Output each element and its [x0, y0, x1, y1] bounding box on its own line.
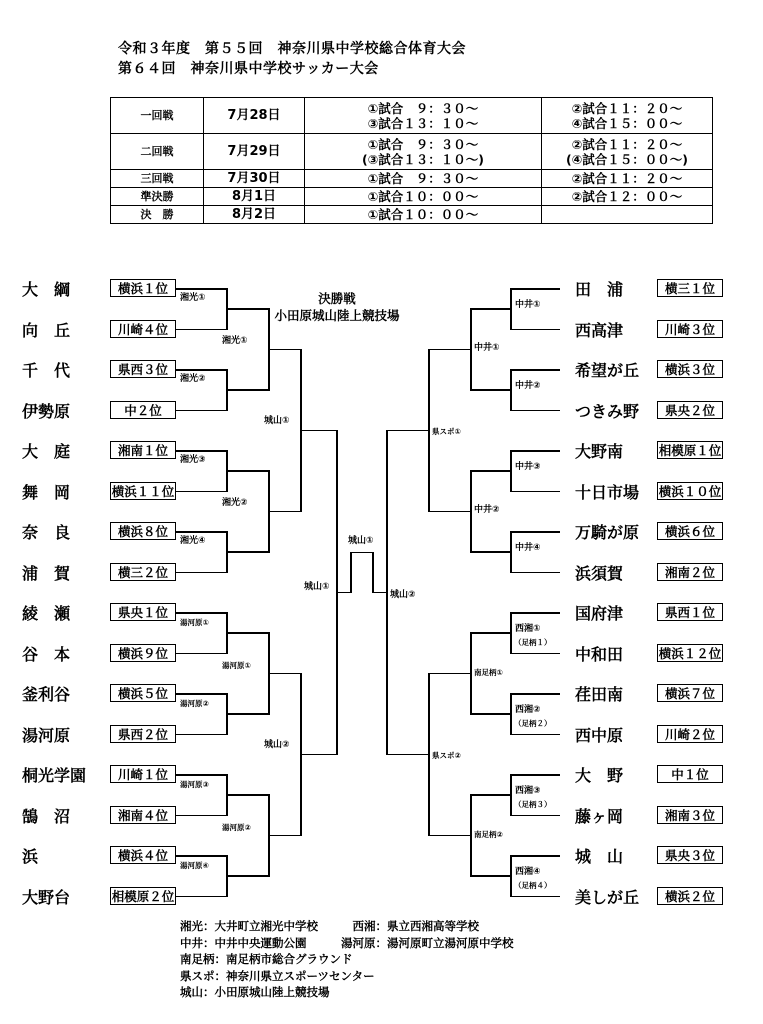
- team-name: 綾 瀬: [22, 604, 71, 623]
- bracket-line: [510, 369, 512, 411]
- bracket-line: [386, 430, 428, 432]
- match-venue-label: 中井④: [515, 543, 541, 554]
- schedule-game-time: ②試合１１：２０～: [571, 171, 683, 186]
- team-rank: 横浜２位: [657, 887, 723, 905]
- schedule-round: 一回戦: [111, 98, 204, 134]
- schedule-game-time: ②試合１１：２０～: [571, 100, 683, 116]
- bracket-line: [386, 754, 428, 756]
- bracket-line: [510, 531, 560, 533]
- team-name: 美しが丘: [575, 887, 640, 907]
- bracket-line: [510, 815, 560, 817]
- bracket-line: [510, 531, 512, 573]
- match-venue-label: 県スポ②: [432, 750, 461, 760]
- bracket-line: [510, 612, 560, 614]
- schedule-round: 三回戦: [111, 170, 204, 188]
- bracket-line: [226, 470, 268, 472]
- team-rank: 県央３位: [657, 846, 723, 864]
- bracket-line: [428, 835, 470, 837]
- schedule-games-col2: [542, 98, 713, 134]
- title-line-1: 令和３年度 第５５回 神奈川県中学校総合体育大会: [118, 41, 466, 57]
- team-name: 浜須賀: [575, 563, 624, 583]
- schedule-games-col1: [305, 134, 542, 170]
- team-rank: 県央２位: [657, 401, 723, 419]
- bracket-line: [470, 308, 510, 310]
- team-name: 大 野: [575, 766, 624, 785]
- match-venue-label: 湯河原②: [222, 822, 251, 832]
- schedule-round: 準決勝: [111, 188, 204, 206]
- team-rank: 湘南３位: [657, 806, 723, 824]
- team-name: 藤ヶ岡: [575, 806, 624, 826]
- bracket-line: [510, 734, 560, 736]
- bracket-line: [510, 450, 512, 492]
- match-venue-label: 中井①: [474, 342, 500, 353]
- team-name: 十日市場: [575, 482, 640, 502]
- bracket-line: [510, 896, 560, 898]
- bracket-line: [470, 470, 510, 472]
- bracket-line: [510, 410, 560, 412]
- schedule-game-time: ①試合 ９：３０～: [367, 171, 479, 186]
- bracket-line: [470, 308, 472, 391]
- schedule-row: [111, 206, 713, 224]
- team-name: 浦 賀: [22, 563, 71, 583]
- team-name: 湯河原: [22, 725, 71, 745]
- bracket-line: [470, 470, 472, 553]
- match-venue-label: 湘光③: [180, 455, 206, 466]
- match-venue-sublabel: （足柄２）: [514, 719, 552, 729]
- bracket-line: [470, 794, 510, 796]
- bracket-line: [268, 673, 300, 675]
- bracket-line: [176, 329, 226, 331]
- bracket-line: [176, 531, 226, 533]
- bracket-line: [300, 430, 336, 432]
- schedule-game-time: ①試合１０：００～: [367, 207, 479, 222]
- team-rank: 横浜５位: [110, 684, 176, 702]
- match-venue-label: 西湘①: [515, 624, 541, 635]
- schedule-row: [111, 188, 713, 206]
- match-venue-label: 中井③: [515, 462, 541, 473]
- bracket-line: [510, 288, 560, 290]
- bracket-line: [176, 815, 226, 817]
- bracket-line: [470, 713, 510, 715]
- bracket-line: [176, 653, 226, 655]
- match-venue-label: 城山②: [390, 589, 416, 600]
- match-venue-label: 湘光②: [180, 374, 206, 385]
- match-venue-label: 西湘④: [515, 867, 541, 878]
- bracket-line: [510, 855, 560, 857]
- match-venue-sublabel: （足柄３）: [514, 800, 552, 810]
- team-rank: 横浜６位: [657, 522, 723, 540]
- title-line-2: 第６４回 神奈川県中学校サッカー大会: [118, 61, 379, 77]
- match-venue-label: 湯河原①: [222, 660, 251, 670]
- team-rank: 横三２位: [110, 563, 176, 581]
- team-rank: 湘南２位: [657, 563, 723, 581]
- bracket-line: [470, 875, 510, 877]
- bracket-line: [510, 491, 560, 493]
- bracket-line: [428, 511, 470, 513]
- team-name: 国府津: [575, 604, 624, 623]
- schedule-date: 8月1日: [204, 188, 305, 206]
- bracket-line: [372, 592, 386, 594]
- bracket-line: [350, 552, 352, 594]
- schedule-date: 7月30日: [204, 170, 305, 188]
- team-rank: 川崎３位: [657, 320, 723, 338]
- team-name: 荏田南: [575, 685, 624, 704]
- bracket-line: [510, 774, 512, 816]
- bracket-line: [176, 450, 226, 452]
- bracket-line: [176, 896, 226, 898]
- schedule-game-time: ④試合１５：００～: [571, 115, 683, 131]
- schedule-date: 8月2日: [204, 206, 305, 224]
- team-rank: 県西１位: [657, 603, 723, 621]
- schedule-date: 7月29日: [204, 134, 305, 170]
- bracket-line: [428, 349, 470, 351]
- bracket-line: [226, 713, 268, 715]
- bracket-line: [350, 552, 374, 554]
- team-name: 向 丘: [22, 320, 71, 340]
- match-venue-label: 湘光①: [222, 335, 248, 346]
- match-venue-label: 湘光②: [222, 497, 248, 508]
- bracket-line: [428, 349, 430, 513]
- bracket-line: [176, 572, 226, 574]
- team-name: 谷 本: [22, 644, 71, 664]
- bracket-line: [510, 572, 560, 574]
- schedule-games-col1: [305, 98, 542, 134]
- schedule-game-time: ②試合１１：２０～: [571, 136, 683, 152]
- bracket-line: [176, 410, 226, 412]
- team-rank: 横浜１１位: [111, 483, 175, 499]
- match-venue-label: 湯河原①: [180, 618, 209, 628]
- team-rank: 横浜１０位: [658, 483, 722, 499]
- bracket-line: [510, 693, 560, 695]
- bracket-line: [470, 389, 510, 391]
- team-name: 浜: [22, 847, 39, 866]
- team-name: 田 浦: [575, 280, 624, 299]
- match-venue-label: 湯河原③: [180, 780, 209, 790]
- team-rank: 県央１位: [110, 603, 176, 621]
- legend-row: 南足柄：南足柄市総合グラウンド: [180, 952, 353, 966]
- team-rank: 湘南４位: [110, 806, 176, 824]
- schedule-games-col1: [305, 188, 542, 206]
- bracket-line: [510, 450, 560, 452]
- bracket-line: [226, 875, 268, 877]
- schedule-game-time: (④試合１５：００～): [565, 151, 688, 167]
- venue-legend: [180, 918, 514, 1001]
- team-rank: 県西２位: [110, 725, 176, 743]
- bracket-line: [176, 369, 226, 371]
- bracket-line: [510, 855, 512, 897]
- team-name: 鵠 沼: [22, 806, 71, 826]
- bracket-line: [268, 835, 300, 837]
- bracket-line: [300, 754, 336, 756]
- schedule-games-col2: [542, 170, 713, 188]
- match-venue-label: 湘光④: [180, 536, 206, 547]
- bracket-line: [226, 551, 268, 553]
- team-name: 城 山: [575, 847, 624, 866]
- schedule-game-time: ①試合 ９：３０～: [367, 100, 479, 116]
- match-venue-label: 湯河原②: [180, 699, 209, 709]
- bracket-line: [176, 491, 226, 493]
- team-name: 桐光学園: [22, 766, 87, 785]
- schedule-row: [111, 98, 713, 134]
- team-name: 西中原: [575, 725, 624, 745]
- team-name: 舞 岡: [22, 482, 71, 502]
- match-venue-label: 城山①: [264, 415, 290, 426]
- bracket-line: [176, 774, 226, 776]
- final-title-label: 決勝戦: [318, 291, 356, 306]
- team-rank: 横浜４位: [110, 846, 176, 864]
- team-name: 伊勢原: [22, 401, 71, 421]
- bracket-line: [176, 288, 226, 290]
- schedule-games-col1: [305, 206, 542, 224]
- legend-row: 中井：中井中央運動公園 湯河原：湯河原町立湯河原中学校: [180, 935, 514, 950]
- team-rank: 中２位: [110, 401, 176, 419]
- bracket-line: [470, 551, 510, 553]
- team-rank: 川崎４位: [110, 320, 176, 338]
- bracket-line: [510, 612, 512, 654]
- schedule-date: 7月28日: [204, 98, 305, 134]
- team-rank: 川崎２位: [657, 725, 723, 743]
- bracket-line: [470, 632, 472, 715]
- schedule-game-time: ③試合１３：１０～: [367, 115, 479, 131]
- team-rank: 相模原２位: [111, 888, 175, 904]
- team-rank: 横浜８位: [110, 522, 176, 540]
- bracket-line: [386, 430, 388, 756]
- team-rank: 県西３位: [110, 360, 176, 378]
- bracket-line: [176, 693, 226, 695]
- bracket-line: [510, 693, 512, 735]
- bracket-line: [510, 774, 560, 776]
- schedule-game-time: ①試合 ９：３０～: [367, 136, 479, 152]
- team-name: つきみ野: [575, 401, 640, 421]
- team-name: 大 庭: [22, 442, 71, 461]
- bracket-line: [336, 592, 350, 594]
- legend-row: 県スポ：神奈川県立スポーツセンター: [180, 968, 375, 983]
- match-venue-label: 城山②: [264, 739, 290, 750]
- bracket-line: [226, 389, 268, 391]
- bracket-line: [510, 653, 560, 655]
- team-rank: 横浜７位: [657, 684, 723, 702]
- team-name: 大野南: [575, 442, 624, 461]
- bracket-line: [510, 369, 560, 371]
- legend-row: 城山：小田原城山陸上競技場: [180, 985, 330, 999]
- team-rank: 横浜３位: [657, 360, 723, 378]
- team-rank: 横三１位: [657, 279, 723, 297]
- bracket-line: [176, 734, 226, 736]
- final-venue-label: 城山①: [348, 535, 374, 546]
- schedule-game-time: ①試合１０：００～: [367, 189, 479, 204]
- bracket-line: [226, 632, 268, 634]
- bracket-line: [268, 511, 300, 513]
- schedule-table: [110, 97, 713, 224]
- team-name: 希望が丘: [575, 361, 640, 380]
- schedule-game-time: ②試合１２：００～: [571, 189, 683, 204]
- team-rank: 相模原１位: [658, 443, 722, 458]
- bracket-line: [372, 552, 374, 594]
- team-name: 千 代: [22, 361, 71, 380]
- schedule-row: [111, 134, 713, 170]
- schedule-row: [111, 170, 713, 188]
- team-rank: 湘南１位: [110, 441, 176, 459]
- schedule-games-col2: [542, 188, 713, 206]
- team-name: 釜利谷: [22, 685, 71, 704]
- team-name: 中和田: [575, 644, 624, 664]
- match-venue-label: 西湘②: [515, 705, 541, 716]
- bracket-line: [176, 612, 226, 614]
- team-rank: 川崎１位: [110, 765, 176, 783]
- team-name: 大野台: [22, 887, 71, 907]
- bracket-line: [226, 308, 268, 310]
- match-venue-label: 中井②: [474, 504, 500, 515]
- bracket-line: [428, 673, 470, 675]
- bracket-line: [176, 855, 226, 857]
- schedule-game-time: (③試合１３：１０～): [361, 151, 484, 167]
- match-venue-label: 中井①: [515, 300, 541, 311]
- match-venue-label: 西湘③: [515, 786, 541, 797]
- bracket-line: [470, 794, 472, 877]
- match-venue-label: 城山①: [304, 581, 330, 592]
- match-venue-label: 県スポ①: [432, 426, 461, 436]
- bracket-line: [510, 329, 560, 331]
- match-venue-label: 南足柄②: [474, 829, 503, 839]
- schedule-round: 二回戦: [111, 134, 204, 170]
- schedule-games-col2: [542, 134, 713, 170]
- bracket-line: [428, 673, 430, 837]
- team-rank: 横浜１２位: [658, 645, 722, 661]
- match-venue-label: 湯河原④: [180, 861, 209, 871]
- match-venue-sublabel: （足柄１）: [514, 638, 552, 648]
- match-venue-label: 湘光①: [180, 293, 206, 304]
- schedule-games-col1: [305, 170, 542, 188]
- schedule-games-col2: [542, 206, 713, 224]
- match-venue-sublabel: （足柄４）: [514, 881, 552, 891]
- bracket-line: [226, 794, 268, 796]
- team-name: 大 綱: [22, 280, 71, 299]
- team-rank: 横浜１位: [110, 279, 176, 297]
- team-name: 奈 良: [22, 523, 71, 542]
- team-name: 西高津: [575, 320, 624, 340]
- bracket-line: [268, 349, 300, 351]
- legend-row: 湘光：大井町立湘光中学校 西湘：県立西湘高等学校: [180, 919, 479, 933]
- final-title: [262, 290, 412, 324]
- team-rank: 中１位: [657, 765, 723, 783]
- bracket-line: [510, 288, 512, 330]
- team-name: 万騎が原: [575, 523, 640, 542]
- final-venue-name: 小田原城山陸上競技場: [274, 308, 400, 323]
- match-venue-label: 中井②: [515, 381, 541, 392]
- schedule-round: 決 勝: [111, 206, 204, 224]
- match-venue-label: 南足柄①: [474, 667, 503, 677]
- team-rank: 横浜９位: [110, 644, 176, 662]
- bracket-line: [470, 632, 510, 634]
